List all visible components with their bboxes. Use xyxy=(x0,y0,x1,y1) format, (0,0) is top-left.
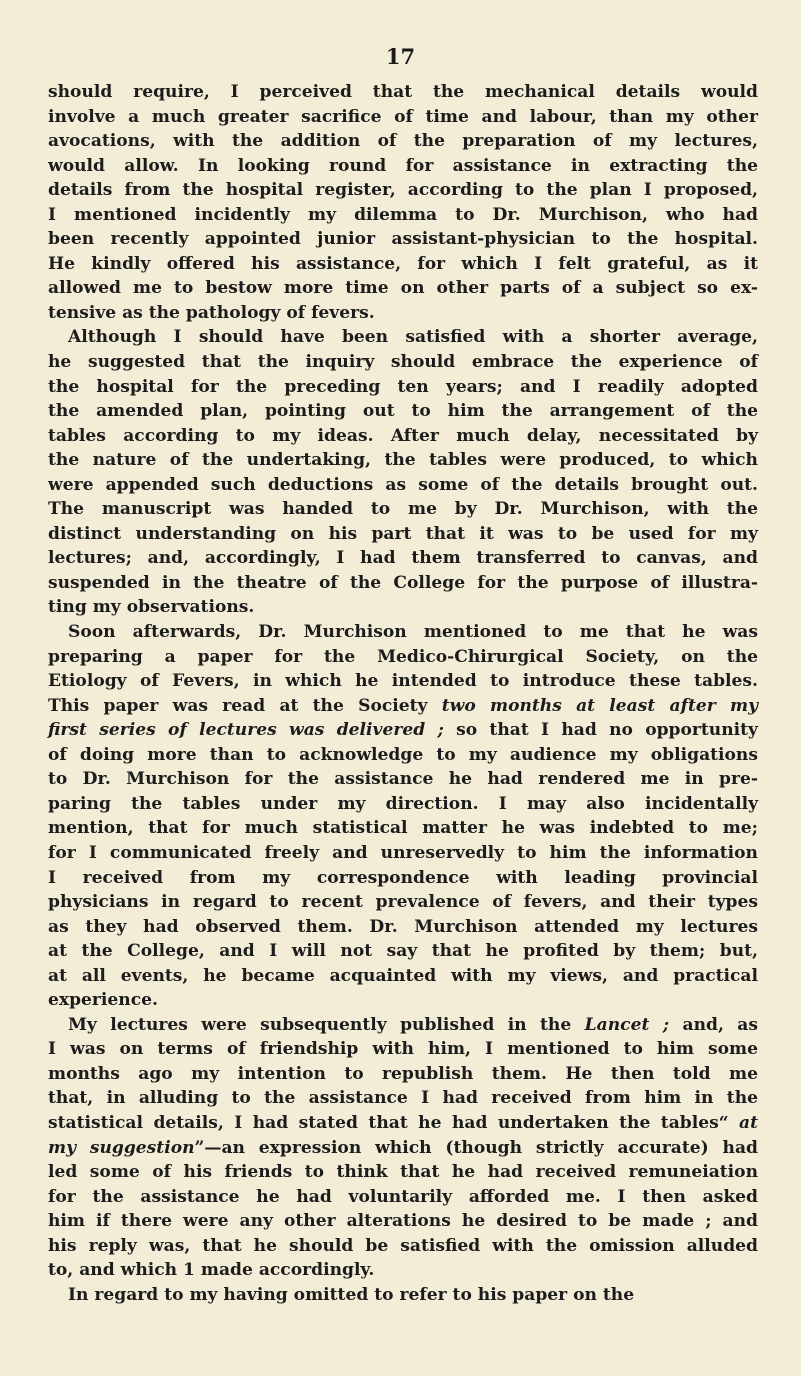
text-line xyxy=(48,448,758,473)
text-line xyxy=(48,350,758,375)
text-run: lectures; and, accordingly, I had them transferred to canvas, and xyxy=(48,548,758,569)
text-run: him if there were any other alterations he desired to be made ; and xyxy=(48,1211,758,1232)
text-line xyxy=(48,645,758,670)
text-run: I mentioned incidently my dilemma to Dr. Murchison, who had xyxy=(48,204,758,225)
text-line xyxy=(48,595,758,620)
text-run: In regard to my having omitted to refer to his paper on the xyxy=(68,1284,635,1305)
text-line xyxy=(48,743,758,768)
text-line xyxy=(48,694,758,719)
text-line xyxy=(48,105,758,130)
text-line xyxy=(48,1086,758,1111)
text-line xyxy=(48,792,758,817)
text-line xyxy=(48,276,758,301)
text-run: his reply was, that he should be satisfied with the omission alluded xyxy=(48,1235,758,1256)
text-run: The manuscript was handed to me by Dr. Murchison, with the xyxy=(48,499,758,520)
text-line xyxy=(48,227,758,252)
text-line xyxy=(48,964,758,989)
text-line xyxy=(48,178,758,203)
text-line xyxy=(48,988,758,1013)
italic-run: my suggestion xyxy=(48,1137,195,1158)
text-run: the nature of the undertaking, the tables were produced, to which xyxy=(48,450,758,471)
text-line xyxy=(48,473,758,498)
text-line xyxy=(48,424,758,449)
text-line xyxy=(48,546,758,571)
text-run: for the assistance he had voluntarily afforded me. I then asked xyxy=(48,1186,758,1207)
text-line xyxy=(48,1209,758,1234)
text-line xyxy=(48,939,758,964)
text-line xyxy=(48,890,758,915)
text-run: I was on terms of friendship with him, I mentioned to him some xyxy=(48,1039,758,1060)
paragraph xyxy=(48,620,758,1013)
text-run: My lectures were subsequently published in the xyxy=(68,1014,585,1035)
text-line xyxy=(48,1185,758,1210)
text-run: avocations, with the addition of the preparation of my lectures, xyxy=(48,131,758,152)
paragraph xyxy=(48,1283,758,1308)
text-line xyxy=(48,1160,758,1185)
text-line xyxy=(48,915,758,940)
text-line xyxy=(48,129,758,154)
text-run: distinct understanding on his part that it was to be used for my xyxy=(48,523,758,544)
text-line xyxy=(48,620,758,645)
text-run: tables according to my ideas. After much delay, necessitated by xyxy=(48,425,758,446)
text-line xyxy=(48,767,758,792)
text-run: the amended plan, pointing out to him the arrangement of the xyxy=(48,401,758,422)
text-line xyxy=(48,866,758,891)
text-line xyxy=(48,816,758,841)
italic-run: at xyxy=(739,1112,758,1133)
text-line xyxy=(48,1136,758,1161)
text-run: statistical details, I had stated that he had undertaken the tables“ xyxy=(48,1112,740,1133)
text-run: involve a much greater sacrifice of time and labour, than my other xyxy=(48,106,758,127)
text-run: suspended in the theatre of the College for the purpose of illustra- xyxy=(48,572,758,593)
text-run: paring the tables under my direction. I may also incidentally xyxy=(48,793,758,814)
text-run: physicians in regard to recent prevalence of fevers, and their types xyxy=(48,892,758,913)
text-line xyxy=(48,1062,758,1087)
text-run: at the College, and I will not say that he profited by them; but, xyxy=(48,941,758,962)
text-run: were appended such deductions as some of the details brought out. xyxy=(48,474,758,495)
text-run: Soon afterwards, Dr. Murchison mentioned to me that he was xyxy=(68,622,758,643)
text-line xyxy=(48,718,758,743)
text-run: so that I had no opportunity xyxy=(443,720,758,741)
text-run: would allow. In looking round for assistance in extracting the xyxy=(48,155,758,176)
text-run: mention, that for much statistical matter he was indebted to me; xyxy=(48,818,758,839)
text-run: led some of his friends to think that he had received remuneiation xyxy=(48,1162,758,1183)
text-run: ”—an expression which (though strictly accurate) had xyxy=(194,1137,758,1158)
text-run: of doing more than to acknowledge to my audience my obligations xyxy=(48,744,758,765)
italic-run: Lancet ; xyxy=(584,1014,670,1035)
text-line xyxy=(48,522,758,547)
text-line xyxy=(48,1013,758,1038)
text-line xyxy=(48,252,758,277)
text-line xyxy=(48,1258,758,1283)
paragraph xyxy=(48,80,758,325)
text-run: the hospital for the preceding ten years; and I readily adopted xyxy=(48,376,758,397)
text-line xyxy=(48,325,758,350)
text-line xyxy=(48,1037,758,1062)
text-run: and, as xyxy=(669,1014,759,1035)
text-line xyxy=(48,841,758,866)
text-run: He kindly offered his assistance, for which I felt grateful, as it xyxy=(48,253,758,274)
text-run: that, in alluding to the assistance I had received from him in the xyxy=(48,1088,758,1109)
text-run: Although I should have been satisfied with a shorter average, xyxy=(68,327,758,348)
text-run: preparing a paper for the Medico-Chirurgical Society, on the xyxy=(48,646,758,667)
text-line xyxy=(48,80,758,105)
italic-run: first series of lectures was delivered ; xyxy=(48,720,444,741)
text-run: to Dr. Murchison for the assistance he had rendered me in pre- xyxy=(48,769,758,790)
text-run: ting my observations. xyxy=(48,597,255,618)
body-text xyxy=(48,80,758,1307)
text-run: he suggested that the inquiry should embrace the experience of xyxy=(48,352,758,373)
text-run: This paper was read at the Society xyxy=(48,695,442,716)
text-line xyxy=(48,375,758,400)
text-line xyxy=(48,1234,758,1259)
text-run: for I communicated freely and unreservedly to him the information xyxy=(48,842,758,863)
text-line xyxy=(48,1111,758,1136)
text-line xyxy=(48,154,758,179)
page-number: 17 xyxy=(385,44,416,69)
paragraph xyxy=(48,1013,758,1283)
text-line xyxy=(48,669,758,694)
paragraph xyxy=(48,325,758,620)
text-line xyxy=(48,1283,758,1308)
text-run: to, and which 1 made accordingly. xyxy=(48,1260,375,1281)
text-run: allowed me to bestow more time on other parts of a subject so ex- xyxy=(48,278,758,299)
text-line xyxy=(48,399,758,424)
text-line xyxy=(48,497,758,522)
text-line xyxy=(48,203,758,228)
text-run: details from the hospital register, according to the plan I proposed, xyxy=(48,180,758,201)
italic-run: two months at least after my xyxy=(441,695,758,716)
text-run: been recently appointed junior assistant-physician to the hospital. xyxy=(48,229,758,250)
text-run: experience. xyxy=(48,990,158,1011)
text-run: months ago my intention to republish them. He then told me xyxy=(48,1063,758,1084)
text-run: should require, I perceived that the mechanical details would xyxy=(48,82,758,102)
text-run: at all events, he became acquainted with my views, and practical xyxy=(48,965,758,986)
text-line xyxy=(48,301,758,326)
text-run: I received from my correspondence with leading provincial xyxy=(48,867,758,888)
text-run: as they had observed them. Dr. Murchison attended my lectures xyxy=(48,916,758,937)
text-run: Etiology of Fevers, in which he intended to introduce these tables. xyxy=(48,671,758,692)
text-line xyxy=(48,571,758,596)
text-run: tensive as the pathology of fevers. xyxy=(48,302,375,323)
